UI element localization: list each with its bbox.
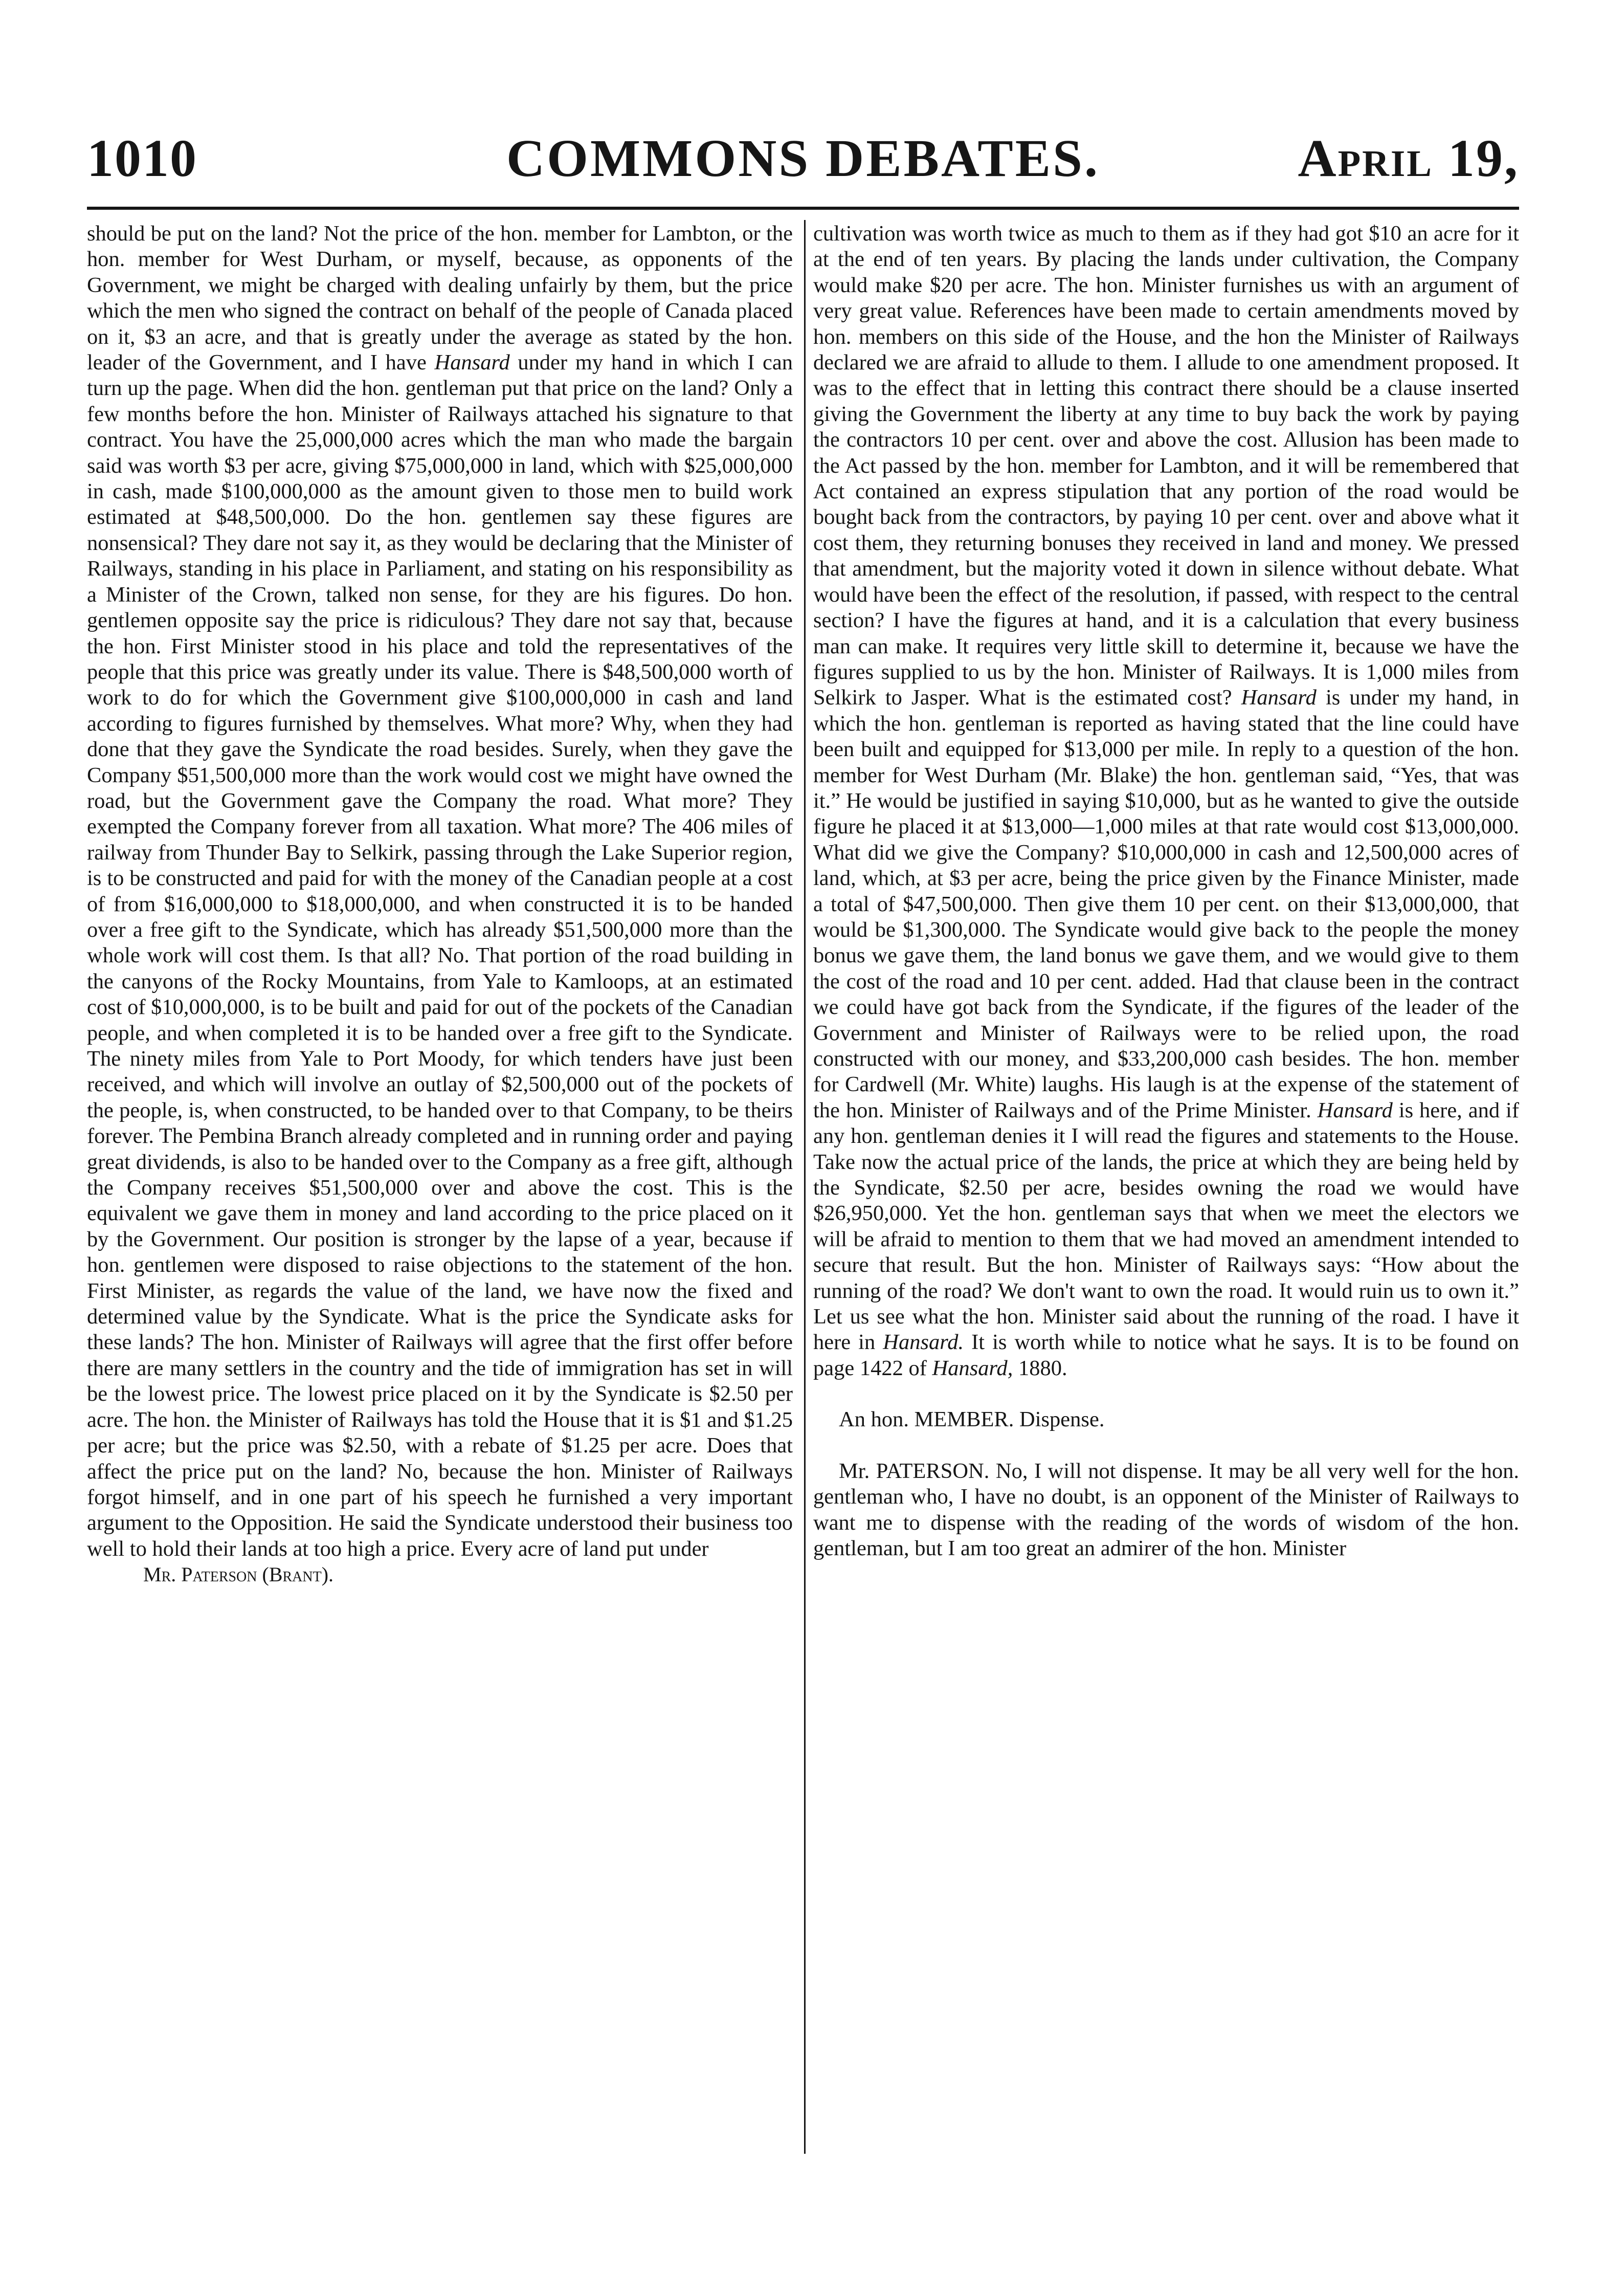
speaker-continuation-label: Mr. Paterson (Brant). [143, 1563, 334, 1586]
left-italic-hansard: Hansard [434, 350, 510, 375]
left-text-1: should be put on the land? Not the price of the hon. member for Lambton, or the hon. member for West Durham, or myself, because, as opponents of the Government, we might be charged with dealing unfairly by them, but the price which the men who signed the contract on behalf of the people of Canada placed on it, $3 an acre, and that is greatly under the average as stated by the hon. leader of the Government, and I have [87, 222, 793, 375]
right-paragraph [813, 221, 1519, 1381]
running-head [87, 128, 1519, 205]
right-text-2: is under my hand, in which the hon. gentleman is reported as having stated that the line could have been built and equipped for $13,000 per mile. In reply to a question of the hon. member for West Durham (Mr. Blake) the hon. gentleman said, “Yes, that was it.” He would be justified in saying $10,000, but as he wanted to give the outside figure he placed it at $13,000—1,000 miles at that rate would cost $13,000,000. What did we give the Company? $10,000,000 in cash and 12,500,000 acres of land, which, at $3 per acre, being the price given by the Finance Minister, made a total of $47,500,000. Then give them 10 per cent. on their $13,000,000, that would be $1,300,000. The Syndicate would give back to the people the money bonus we gave them, the land bonus we gave them, and we would give to them the cost of the road and 10 per cent. added. Had that clause been in the contract we could have got back from the Syndicate, if the figures of the leader of the Government and Minister of Railways were to be relied upon, the road constructed with our money, and $33,200,000 cash besides. The hon. member for Cardwell (Mr. White) laughs. His laugh is at the expense of the statement of the hon. Minister of Railways and of the Prime Minister. [813, 686, 1519, 1122]
right-text-5: 1880. [1013, 1356, 1067, 1380]
right-text-1: cultivation was worth twice as much to them as if they had got $10 an acre for it at the end of ten years. By placing the lands under cultivation, the Company would make $20 per acre. The hon. Minister furnishes us with an argument of very great value. References have been made to certain amendments moved by hon. members on this side of the House, and the hon the Minister of Railways declared we are afraid to allude to them. I allude to one amendment proposed. It was to the effect that in letting this contract there should be a clause inserted giving the Government the liberty at any time to buy back the work by paying the contractors 10 per cent. over and above the cost. Allusion has been made to the Act passed by the hon. member for Lambton, and it will be remembered that Act contained an express stipulation that any portion of the road would be bought back from the contractors, by paying 10 per cent. over and above what it cost them, they returning bonuses they received in land and money. We pressed that amendment, but the majority voted it down in silence without debate. What would have been the effect of the resolution, if passed, with respect to the central section? I have the figures at hand, and it is a calculation that every business man can make. It requires very little skill to determine it, because we have the figures supplied to us by the hon. Minister of Railways. It is 1,000 miles from Selkirk to Jasper. What is the estimated cost? [813, 222, 1519, 710]
right-text-4: It is worth while to notice what he says. It is to be found on page 1422 of [813, 1330, 1519, 1380]
right-italic-hansard-1: Hansard [1241, 686, 1317, 710]
interjection-paragraph [813, 1407, 1519, 1432]
interjection-text: Dispense. [1014, 1407, 1105, 1432]
right-column [813, 221, 1519, 1561]
right-text-3: is here, and if any hon. gentleman denies it I will read the figures and statements to the House. Take now the actual price of the lands, the price at which they are being held by the Syndicate, $2.50 per acre, besides owning the road we would have $26,950,000. Yet the hon. gentleman says that when we meet the electors we will be afraid to mention to them that we had moved an amendment intended to secure that result. But the hon. Minister of Railways says: “How about the running of the road? We don't want to own the road. It would ruin us to own it.” Let us see what the hon. Minister said about the running of the road. I have it here in [813, 1098, 1519, 1355]
left-text-2: under my hand in which I can turn up the page. When did the hon. gentleman put that price on the land? Only a few months before the hon. Minister of Railways attached his signature to that contract. You have the 25,000,000 acres which the man who made the bargain said was worth $3 per acre, giving $75,000,000 in land, which with $25,000,000 in cash, made $100,000,000 as the amount given to those men to build work estimated at $48,500,000. Do the hon. gentlemen say these figures are nonsensical? They dare not say it, as they would be declaring that the Minister of Railways, standing in his place in Parliament, and stating on his responsibility as a Minister of the Crown, talked non sense, for they are his figures. Do hon. gentlemen opposite say the price is ridiculous? They dare not say that, because the hon. First Minister stood in his place and told the representatives of the people that this price was greatly under its value. There is $48,500,000 worth of work to do for which the Government give $100,000,000 in cash and land according to figures furnished by themselves. What more? Why, when they had done that they gave the Syndicate the road besides. Surely, when they gave the Company $51,500,000 more than the work would cost we might have owned the road, but the Government gave the Company the road. What more? They exempted the Company forever from all taxation. What more? The 406 miles of railway from Thunder Bay to Selkirk, passing through the Lake Superior region, is to be constructed and paid for with the money of the Canadian people at a cost of from $16,000,000 to $18,000,000, and when constructed it is to be handed over a free gift to the Syndicate, which has already $51,500,000 more than the whole work will cost them. Is that all? No. That portion of the road building in the canyons of the Rocky Mountains, from Yale to Kamloops, at an estimated cost of $10,000,000, is to be built and paid for out of the pockets of the Canadian people, and when completed it is to be handed over a free gift to the Syndicate. The ninety miles from Yale to Port Moody, for which tenders have just been received, and which will involve an outlay of $2,500,000 out of the pockets of the people, is, when constructed, to be handed over to that Company, to be theirs forever. The Pembina Branch already completed and in running order and paying great dividends, is also to be handed over to the Company as a free gift, although the Company receives $51,500,000 over and above the cost. This is the equivalent we gave them in money and land according to the price placed on it by the Government. Our position is stronger by the lapse of a year, because if hon. gentlemen were disposed to raise objections to the statement of the hon. First Minister, as regards the value of the land, we have now the fixed and determined value by the Syndicate. What is the price the Syndicate asks for these lands? The hon. Minister of Railways will agree that the first offer before there are many settlers in the country and the tide of immigration has set in will be the lowest price. The lowest price placed on it by the Syndicate is $2.50 per acre. The hon. the Minister of Railways has told the House that it is $1 and $1.25 per acre; but the price was $2.50, with a rebate of $1.25 per acre. Does that affect the price put on the land? No, because the hon. Minister of Railways forgot himself, and in one part of his speech he furnished a very important argument to the Opposition. He said the Syndicate understood their business too well to hold their lands at too high a price. Every acre of land put under [87, 350, 793, 1561]
header-rule [87, 207, 1519, 210]
reply-paragraph [813, 1459, 1519, 1562]
right-italic-hansard-2: Hansard [1317, 1098, 1393, 1122]
issue-date: April 19, [1298, 129, 1519, 188]
left-column [87, 221, 793, 1587]
right-italic-hansard-3: Hansard. [883, 1330, 964, 1355]
interjection-speaker: An hon. MEMBER. [839, 1407, 1014, 1432]
reply-text: No, I will not dispense. It may be all very well for the hon. gentleman who, I have no doubt, is an opponent of the Minister of Railways to want me to dispense with the reading of the words of wisdom of the hon. gentleman, but I am too great an admirer of the hon. Minister [813, 1459, 1519, 1560]
reply-speaker: Mr. PATERSON. [839, 1459, 990, 1483]
column-divider [804, 220, 806, 2154]
left-paragraph [87, 221, 793, 1562]
journal-title: COMMONS DEBATES. [506, 129, 1100, 188]
page-number: 1010 [87, 129, 197, 188]
right-italic-hansard-4: Hansard, [932, 1356, 1013, 1380]
